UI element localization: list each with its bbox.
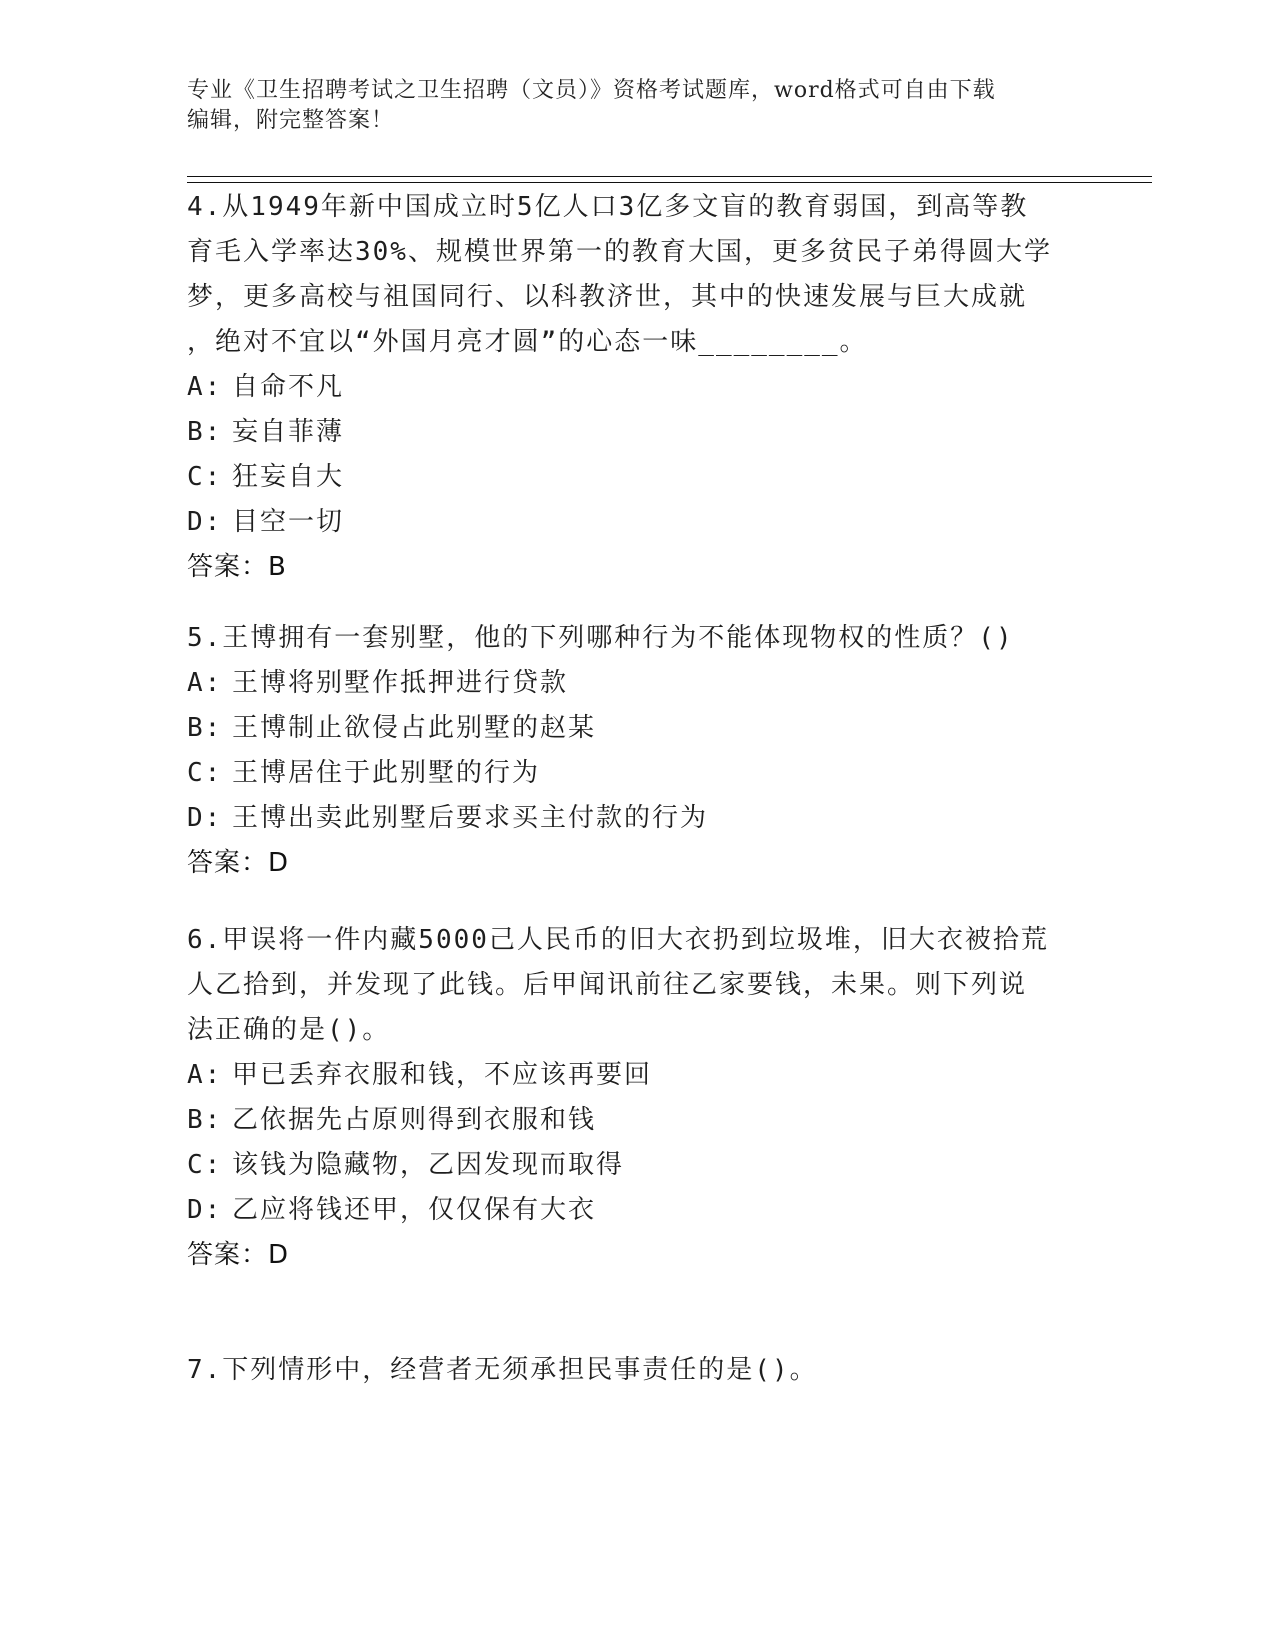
option-c <box>187 751 1087 796</box>
option-letter: B: <box>187 417 223 447</box>
question-text-line: 6.甲误将一件内藏5000己人民币的旧大衣扔到垃圾堆，旧大衣被拾荒 <box>187 925 1049 955</box>
question-6 <box>187 918 1087 1278</box>
question-text-line: ，绝对不宜以“外国月亮才圆”的心态一味________。 <box>187 327 868 357</box>
option-text: 甲已丢弃衣服和钱，不应该再要回 <box>232 1060 653 1090</box>
header-line-1: 专业《卫生招聘考试之卫生招聘（文员）》资格考试题库，word格式可自由下载 <box>187 78 996 103</box>
option-letter: C: <box>187 758 223 788</box>
option-text: 该钱为隐藏物，乙因发现而取得 <box>232 1150 625 1180</box>
question-text-line: 育毛入学率达30%、规模世界第一的教育大国，更多贫民子弟得圆大学 <box>187 237 1052 267</box>
option-text: 王博居住于此别墅的行为 <box>232 758 541 788</box>
option-d <box>187 796 1087 841</box>
option-text: 妄自菲薄 <box>232 417 345 447</box>
option-letter: C: <box>187 1150 223 1180</box>
answer-label: 答案：B <box>187 552 287 582</box>
option-c <box>187 455 1087 500</box>
question-text-line: 人乙拾到，并发现了此钱。后甲闻讯前往乙家要钱，未果。则下列说 <box>187 970 1028 1000</box>
option-text: 自命不凡 <box>232 372 345 402</box>
question-7 <box>187 1348 1087 1393</box>
option-letter: A: <box>187 372 223 402</box>
answer-label: 答案：D <box>187 1240 290 1270</box>
option-a <box>187 365 1087 410</box>
question-text-line: 法正确的是()。 <box>187 1015 391 1045</box>
option-b <box>187 410 1087 455</box>
option-a <box>187 1053 1087 1098</box>
question-text-line: 5.王博拥有一套别墅，他的下列哪种行为不能体现物权的性质？() <box>187 623 1014 653</box>
option-letter: D: <box>187 1195 223 1225</box>
question-text-line: 7.下列情形中，经营者无须承担民事责任的是()。 <box>187 1355 818 1385</box>
question-4 <box>187 185 1087 590</box>
option-letter: D: <box>187 507 223 537</box>
document-header <box>187 76 1087 136</box>
question-5 <box>187 616 1087 886</box>
option-letter: B: <box>187 1105 223 1135</box>
option-text: 狂妄自大 <box>232 462 345 492</box>
option-letter: A: <box>187 1060 223 1090</box>
question-text-line: 梦，更多高校与祖国同行、以科教济世，其中的快速发展与巨大成就 <box>187 282 1028 312</box>
header-divider-bottom <box>187 182 1152 183</box>
option-text: 目空一切 <box>232 507 345 537</box>
option-letter: C: <box>187 462 223 492</box>
option-d <box>187 500 1087 545</box>
option-letter: D: <box>187 803 223 833</box>
option-letter: B: <box>187 713 223 743</box>
question-text-line: 4.从1949年新中国成立时5亿人口3亿多文盲的教育弱国，到高等教 <box>187 192 1029 222</box>
option-text: 王博制止欲侵占此别墅的赵某 <box>232 713 597 743</box>
option-text: 乙依据先占原则得到衣服和钱 <box>232 1105 597 1135</box>
option-text: 王博出卖此别墅后要求买主付款的行为 <box>232 803 709 833</box>
option-d <box>187 1188 1087 1233</box>
answer-label: 答案：D <box>187 848 290 878</box>
header-divider-top <box>187 176 1152 177</box>
option-letter: A: <box>187 668 223 698</box>
option-a <box>187 661 1087 706</box>
option-b <box>187 1098 1087 1143</box>
option-c <box>187 1143 1087 1188</box>
option-text: 乙应将钱还甲，仅仅保有大衣 <box>232 1195 597 1225</box>
option-text: 王博将别墅作抵押进行贷款 <box>232 668 569 698</box>
option-b <box>187 706 1087 751</box>
header-line-2: 编辑，附完整答案！ <box>187 108 395 133</box>
